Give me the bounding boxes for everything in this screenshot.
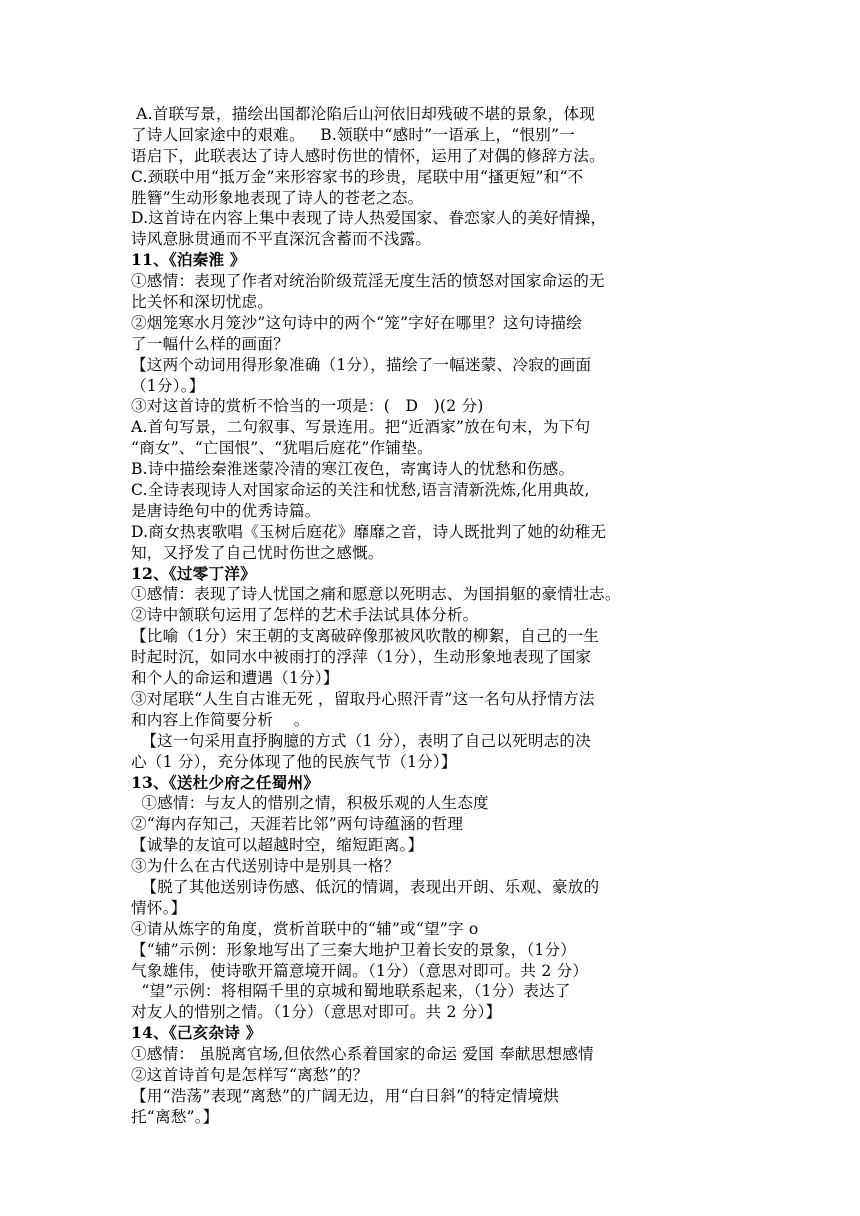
text-line: 诗风意脉贯通而不平直深沉含蓄而不浅露。: [131, 230, 432, 249]
text-line: 对友人的惜别之情。（1分）（意思对即可。共 2 分）】: [131, 1003, 502, 1022]
text-line: 语启下，此联表达了诗人感时伤世的情怀，运用了对偶的修辞方法。: [131, 146, 605, 165]
text-line: 心（1 分），充分体现了他的民族气节（1分）】: [131, 752, 457, 771]
text-line: ②烟笼寒水月笼沙”这句诗中的两个“笼”字好在哪里？这句诗描绘: [131, 313, 582, 332]
text-line: 是唐诗绝句中的优秀诗篇。: [131, 501, 321, 520]
text-line: 托“离愁”。】: [131, 1107, 219, 1126]
text-line: ①感情：表现了诗人忧国之痛和愿意以死明志、为国捐躯的豪情壮志。: [131, 585, 621, 604]
text-line: ③对尾联“人生自古谁无死 ，留取丹心照汗青”这一名句从抒情方法: [131, 689, 595, 708]
text-line: C.颈联中用“抵万金”来形容家书的珍贵，尾联中用“搔更短”和“不: [131, 167, 584, 186]
text-line: 时起时沉，如同水中被雨打的浮萍（1分），生动形象地表现了国家: [131, 648, 592, 667]
text-line: ①感情：表现了作者对统治阶级荒淫无度生活的愤怒对国家命运的无: [131, 272, 605, 291]
text-line: 【脱了其他送别诗伤感、低沉的情调，表现出开朗、乐观、豪放的: [131, 877, 600, 896]
text-line: “望”示例：将相隔千里的京城和蜀地联系起来，（1分）表达了: [131, 982, 571, 1001]
text-line: “商女”、“亡国恨”、“犹唱后庭花”作铺垫。: [131, 439, 433, 458]
text-line: 【这一句采用直抒胸臆的方式（1 分），表明了自己以死明志的决: [131, 731, 592, 750]
text-line: 【诚挚的友谊可以超越时空，缩短距离。】: [131, 836, 424, 855]
text-line: ②诗中颔联句运用了怎样的艺术手法试具体分析。: [131, 606, 479, 625]
text-line: 知，又抒发了自己忧时伤世之感慨。: [131, 543, 384, 562]
text-line: D.这首诗在内容上集中表现了诗人热爱国家、眷恋家人的美好情操，: [131, 209, 607, 228]
section-heading: 14、《己亥杂诗 》: [131, 1023, 262, 1043]
text-line: 和内容上作简要分析 。: [131, 710, 310, 729]
text-line: ④请从炼字的角度，赏析首联中的“辅”或“望”字 o: [131, 919, 479, 938]
text-line: 情怀。】: [131, 898, 187, 917]
text-line: 比关怀和深切忧虑。: [131, 293, 274, 312]
text-line: B.诗中描绘秦淮迷蒙冷清的寒江夜色，寄寓诗人的忧愁和伤感。: [131, 460, 575, 479]
text-line: D.商女热衷歌唱《玉树后庭花》靡靡之音，诗人既批判了她的幼稚无: [131, 522, 607, 541]
text-line: 【用“浩荡”表现“离愁”的广阔无边，用“白日斜”的特定情境烘: [131, 1086, 560, 1105]
text-line: ①感情：与友人的惜别之情，积极乐观的人生态度: [131, 794, 489, 813]
text-line: （1分）。】: [131, 376, 205, 395]
text-line: 【“辅”示例：形象地写出了三秦大地护卫着长安的景象，（1分）: [131, 940, 577, 959]
text-line: 【这两个动词用得形象准确（1分），描绘了一幅迷蒙、冷寂的画面: [131, 355, 592, 374]
text-line: ②“海内存知己，天涯若比邻”两句诗蕴涵的哲理: [131, 815, 464, 834]
text-line: 胜簪”生动形象地表现了诗人的苍老之态。: [131, 188, 424, 207]
section-heading: 12、《过零丁洋》: [131, 563, 256, 583]
text-line: ①感情： 虽脱离官场,但依然心系着国家的命运 爱国 奉献思想感情: [131, 1045, 594, 1064]
text-line: 【比喻（1分）宋王朝的支离破碎像那被风吹散的柳絮，自己的一生: [131, 627, 600, 646]
text-line: ③对这首诗的赏析不恰当的一项是：( D )(2 分): [131, 397, 484, 416]
section-heading: 13、《送杜少府之任蜀州》: [131, 772, 320, 792]
section-heading: 11、《泊秦淮 》: [131, 250, 246, 270]
text-line: 气象雄伟，使诗歌开篇意境开阔。（1分）（意思对即可。共 2 分）: [131, 961, 589, 980]
text-line: A.首联写景，描绘出国都沦陷后山河依旧却残破不堪的景象，体现: [131, 105, 596, 123]
text-line: ②这首诗首句是怎样写“离愁”的？: [131, 1065, 369, 1084]
text-line: 了诗人回家途中的艰难。 B.领联中“感时”一语承上，“恨别”一: [131, 125, 576, 144]
text-line: 和个人的命运和遭遇（1分）】: [131, 669, 339, 688]
text-line: C.全诗表现诗人对国家命运的关注和忧愁,语言清新洗炼,化用典故,: [131, 481, 590, 500]
document-body: [131, 104, 731, 1128]
text-line: ③为什么在古代送别诗中是别具一格？: [131, 857, 400, 876]
text-line: A.首句写景，二句叙事、写景连用。把“近酒家”放在句末，为下句: [131, 418, 591, 437]
text-line: 了一幅什么样的画面？: [131, 334, 289, 353]
